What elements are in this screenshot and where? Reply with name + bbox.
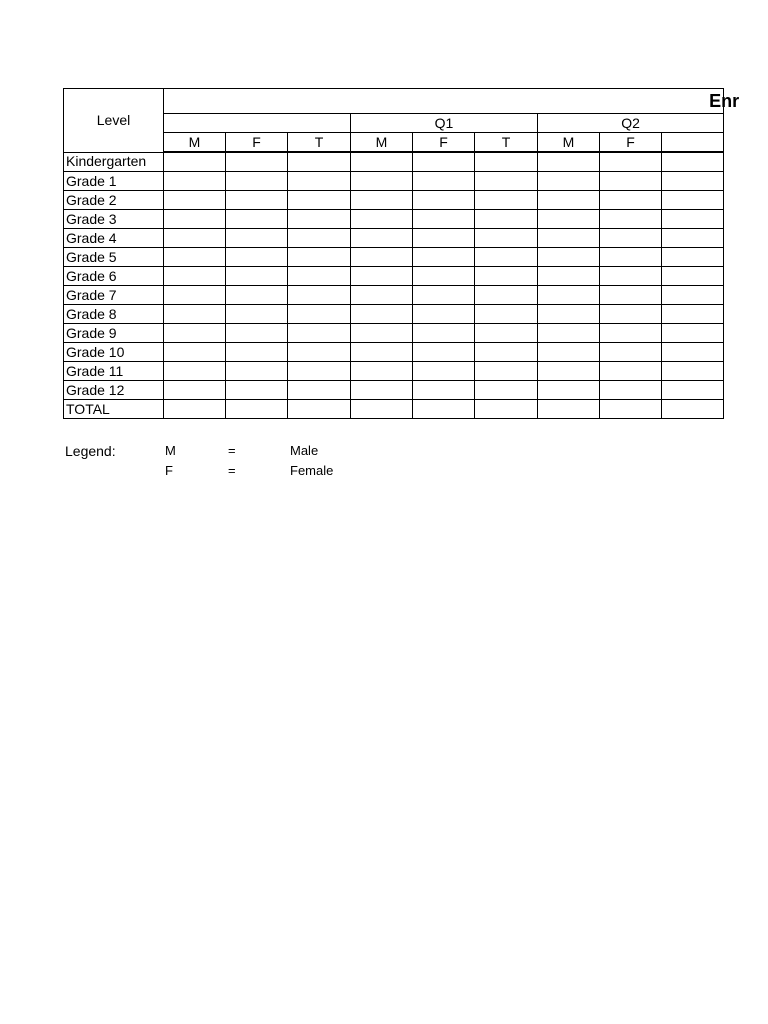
enrollment-cell[interactable] — [600, 267, 662, 286]
enrollment-cell[interactable] — [600, 229, 662, 248]
enrollment-cell[interactable] — [226, 229, 288, 248]
enrollment-cell[interactable] — [413, 248, 475, 267]
enrollment-cell[interactable] — [475, 172, 538, 191]
enrollment-cell[interactable] — [475, 381, 538, 400]
table-row — [64, 286, 724, 305]
table-row — [64, 267, 724, 286]
gender-header-cell: M — [164, 133, 226, 153]
legend-equals: = — [228, 443, 236, 458]
row-label: Grade 10 — [64, 343, 164, 362]
enrollment-cell[interactable] — [351, 305, 413, 324]
enrollment-cell[interactable] — [662, 191, 724, 210]
enrollment-cell[interactable] — [662, 286, 724, 305]
enrollment-sheet — [63, 88, 740, 425]
enrollment-cell[interactable] — [351, 172, 413, 191]
row-label: Grade 8 — [64, 305, 164, 324]
enrollment-cell[interactable] — [226, 210, 288, 229]
enrollment-cell[interactable] — [164, 267, 226, 286]
gender-header-cell: M — [538, 133, 600, 153]
row-label: Grade 7 — [64, 286, 164, 305]
quarter-header-q1: Q1 — [351, 114, 538, 133]
table-row — [64, 305, 724, 324]
enrollment-cell[interactable] — [226, 191, 288, 210]
legend-code: M — [165, 443, 176, 458]
enrollment-cell[interactable] — [288, 248, 351, 267]
table-row — [64, 152, 724, 172]
enrollment-cell[interactable] — [288, 286, 351, 305]
enrollment-cell[interactable] — [538, 305, 600, 324]
enrollment-cell[interactable] — [288, 343, 351, 362]
enrollment-cell[interactable] — [288, 400, 351, 419]
enrollment-cell[interactable] — [662, 324, 724, 343]
enrollment-cell[interactable] — [226, 400, 288, 419]
enrollment-cell[interactable] — [226, 324, 288, 343]
enrollment-cell[interactable] — [288, 229, 351, 248]
enrollment-cell[interactable] — [226, 172, 288, 191]
enrollment-cell[interactable] — [164, 381, 226, 400]
enrollment-cell[interactable] — [164, 152, 226, 172]
enrollment-cell[interactable] — [226, 305, 288, 324]
table-row — [64, 362, 724, 381]
enrollment-cell[interactable] — [351, 286, 413, 305]
row-label: Grade 9 — [64, 324, 164, 343]
enrollment-cell[interactable] — [538, 210, 600, 229]
gender-header-cell: M — [351, 133, 413, 153]
gender-header-cell: F — [226, 133, 288, 153]
enrollment-cell[interactable] — [288, 324, 351, 343]
enrollment-cell[interactable] — [662, 172, 724, 191]
enrollment-cell[interactable] — [288, 267, 351, 286]
enrollment-cell[interactable] — [662, 229, 724, 248]
enrollment-cell[interactable] — [538, 152, 600, 172]
enrollment-cell[interactable] — [600, 362, 662, 381]
legend-label: Legend: — [65, 443, 116, 459]
enrollment-cell[interactable] — [226, 267, 288, 286]
enrollment-cell[interactable] — [475, 305, 538, 324]
enrollment-cell[interactable] — [538, 400, 600, 419]
enrollment-cell[interactable] — [351, 324, 413, 343]
enrollment-cell[interactable] — [288, 381, 351, 400]
enrollment-cell[interactable] — [662, 362, 724, 381]
enrollment-cell[interactable] — [538, 343, 600, 362]
row-label: Grade 6 — [64, 267, 164, 286]
enrollment-cell[interactable] — [164, 324, 226, 343]
legend-item-female — [65, 463, 465, 483]
enrollment-cell[interactable] — [662, 267, 724, 286]
quarter-header-blank — [164, 114, 351, 133]
enrollment-cell[interactable] — [538, 248, 600, 267]
enrollment-cell[interactable] — [351, 191, 413, 210]
enrollment-cell[interactable] — [475, 286, 538, 305]
legend-code: F — [165, 463, 173, 478]
table-row — [64, 381, 724, 400]
enrollment-cell[interactable] — [662, 305, 724, 324]
enrollment-cell[interactable] — [226, 343, 288, 362]
row-label: Grade 2 — [64, 191, 164, 210]
enrollment-cell[interactable] — [662, 152, 724, 172]
enrollment-cell[interactable] — [164, 229, 226, 248]
enrollment-cell[interactable] — [288, 191, 351, 210]
enrollment-cell[interactable] — [538, 381, 600, 400]
enrollment-cell[interactable] — [538, 267, 600, 286]
enrollment-cell[interactable] — [413, 229, 475, 248]
enrollment-cell[interactable] — [413, 191, 475, 210]
enrollment-cell[interactable] — [288, 210, 351, 229]
enrollment-cell[interactable] — [600, 324, 662, 343]
gender-header-cell: T — [288, 133, 351, 153]
enrollment-cell[interactable] — [600, 381, 662, 400]
title-row — [64, 89, 724, 114]
enrollment-cell[interactable] — [538, 286, 600, 305]
enrollment-cell[interactable] — [600, 305, 662, 324]
enrollment-cell[interactable] — [164, 343, 226, 362]
enrollment-cell[interactable] — [351, 343, 413, 362]
enrollment-cell[interactable] — [164, 400, 226, 419]
enrollment-cell[interactable] — [351, 362, 413, 381]
enrollment-cell[interactable] — [475, 324, 538, 343]
enrollment-cell[interactable] — [226, 381, 288, 400]
enrollment-cell[interactable] — [662, 343, 724, 362]
enrollment-cell[interactable] — [600, 191, 662, 210]
enrollment-cell[interactable] — [164, 248, 226, 267]
enrollment-cell[interactable] — [413, 324, 475, 343]
row-label: Grade 12 — [64, 381, 164, 400]
enrollment-cell[interactable] — [662, 400, 724, 419]
enrollment-cell[interactable] — [600, 172, 662, 191]
enrollment-cell[interactable] — [600, 152, 662, 172]
enrollment-cell[interactable] — [413, 152, 475, 172]
enrollment-cell[interactable] — [413, 172, 475, 191]
enrollment-cell[interactable] — [600, 286, 662, 305]
row-label: Grade 1 — [64, 172, 164, 191]
enrollment-cell[interactable] — [351, 381, 413, 400]
enrollment-cell[interactable] — [288, 305, 351, 324]
enrollment-cell[interactable] — [600, 210, 662, 229]
enrollment-cell[interactable] — [351, 267, 413, 286]
enrollment-cell[interactable] — [226, 248, 288, 267]
gender-header-cell: T — [475, 133, 538, 153]
enrollment-cell[interactable] — [413, 286, 475, 305]
enrollment-cell[interactable] — [413, 267, 475, 286]
enrollment-cell[interactable] — [475, 343, 538, 362]
enrollment-cell[interactable] — [288, 362, 351, 381]
enrollment-cell[interactable] — [226, 152, 288, 172]
table-row — [64, 191, 724, 210]
enrollment-cell[interactable] — [475, 191, 538, 210]
table-row — [64, 400, 724, 419]
quarter-header-q2: Q2 — [538, 114, 724, 133]
row-label: Kindergarten — [64, 152, 164, 172]
enrollment-cell[interactable] — [413, 362, 475, 381]
enrollment-cell[interactable] — [413, 400, 475, 419]
table-row — [64, 248, 724, 267]
enrollment-cell[interactable] — [413, 210, 475, 229]
enrollment-cell[interactable] — [475, 267, 538, 286]
enrollment-cell[interactable] — [475, 152, 538, 172]
enrollment-cell[interactable] — [538, 191, 600, 210]
table-row — [64, 343, 724, 362]
gender-header-cell: F — [600, 133, 662, 153]
row-label: Grade 3 — [64, 210, 164, 229]
enrollment-cell[interactable] — [413, 343, 475, 362]
table-row — [64, 210, 724, 229]
level-header: Level — [64, 89, 164, 153]
enrollment-cell[interactable] — [164, 362, 226, 381]
row-label: TOTAL — [64, 400, 164, 419]
enrollment-cell[interactable] — [164, 191, 226, 210]
enrollment-cell[interactable] — [600, 248, 662, 267]
enrollment-cell[interactable] — [288, 172, 351, 191]
legend-item-male — [65, 443, 465, 463]
legend-description: Male — [290, 443, 319, 458]
enrollment-table — [63, 88, 740, 419]
table-title-text: Enr — [709, 90, 740, 111]
row-label: Grade 4 — [64, 229, 164, 248]
enrollment-cell[interactable] — [662, 248, 724, 267]
table-title — [164, 89, 740, 114]
enrollment-cell[interactable] — [600, 343, 662, 362]
enrollment-cell[interactable] — [226, 286, 288, 305]
enrollment-cell[interactable] — [164, 172, 226, 191]
enrollment-cell[interactable] — [475, 248, 538, 267]
enrollment-cell[interactable] — [288, 152, 351, 172]
gender-header-cell — [662, 133, 724, 153]
enrollment-cell[interactable] — [475, 362, 538, 381]
legend-description: Female — [290, 463, 334, 478]
enrollment-cell[interactable] — [600, 400, 662, 419]
enrollment-cell[interactable] — [351, 229, 413, 248]
enrollment-cell[interactable] — [226, 362, 288, 381]
enrollment-cell[interactable] — [351, 248, 413, 267]
enrollment-cell[interactable] — [413, 381, 475, 400]
enrollment-cell[interactable] — [164, 305, 226, 324]
enrollment-cell[interactable] — [351, 400, 413, 419]
enrollment-cell[interactable] — [538, 172, 600, 191]
enrollment-cell[interactable] — [538, 362, 600, 381]
legend-equals: = — [228, 463, 236, 478]
enrollment-cell[interactable] — [662, 381, 724, 400]
enrollment-cell[interactable] — [413, 305, 475, 324]
row-label: Grade 5 — [64, 248, 164, 267]
row-label: Grade 11 — [64, 362, 164, 381]
enrollment-cell[interactable] — [164, 286, 226, 305]
enrollment-cell[interactable] — [164, 210, 226, 229]
enrollment-cell[interactable] — [351, 152, 413, 172]
enrollment-cell[interactable] — [662, 210, 724, 229]
gender-header-cell: F — [413, 133, 475, 153]
enrollment-cell[interactable] — [351, 210, 413, 229]
table-row — [64, 172, 724, 191]
enrollment-cell[interactable] — [538, 229, 600, 248]
enrollment-cell[interactable] — [475, 400, 538, 419]
enrollment-cell[interactable] — [538, 324, 600, 343]
enrollment-cell[interactable] — [475, 210, 538, 229]
enrollment-cell[interactable] — [475, 229, 538, 248]
table-row — [64, 229, 724, 248]
table-row — [64, 324, 724, 343]
